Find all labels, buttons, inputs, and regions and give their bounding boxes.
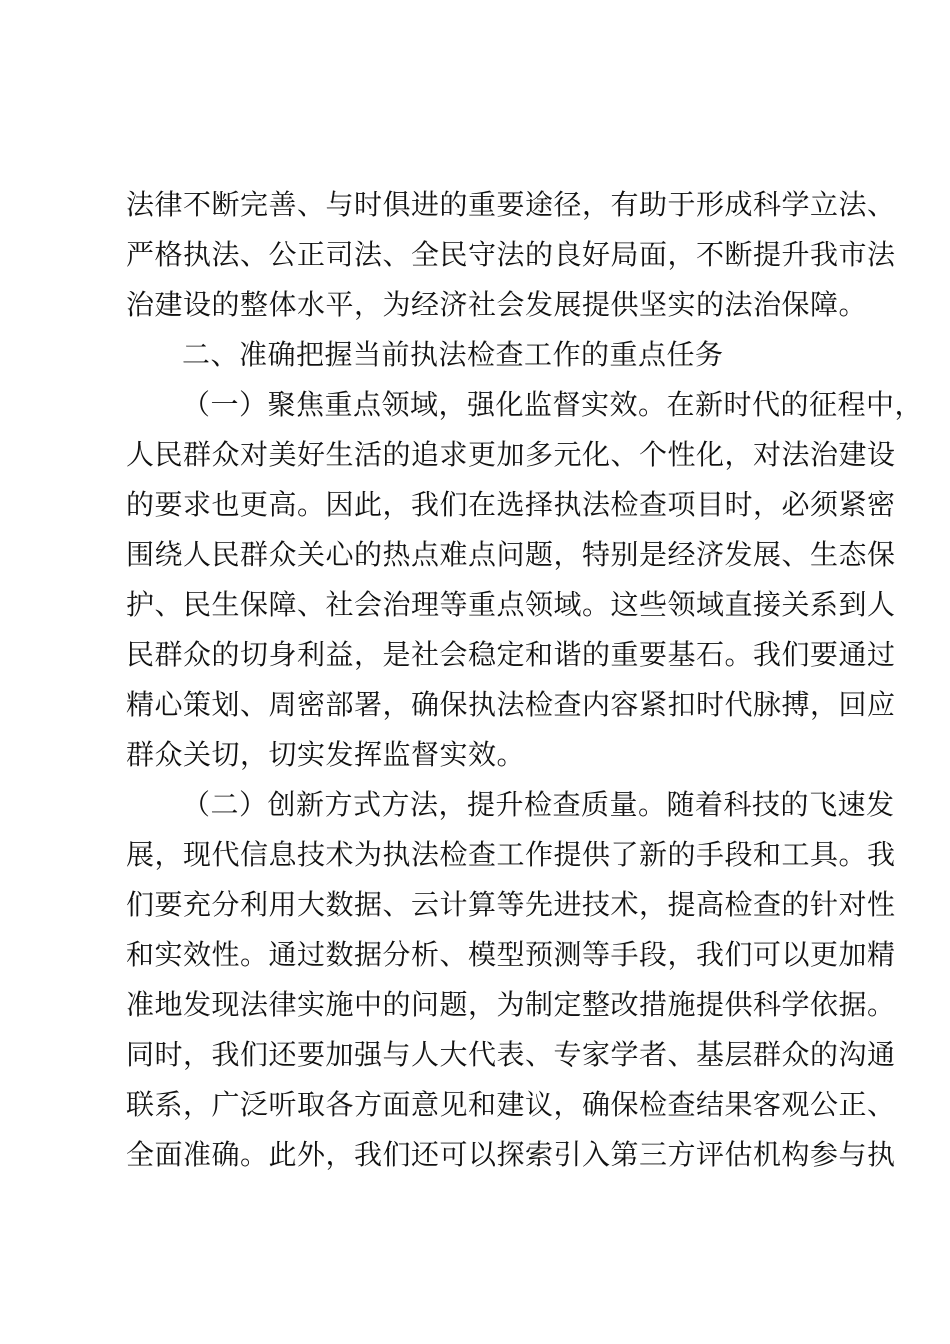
paragraph-line: 法律不断完善、与时俱进的重要途径，有助于形成科学立法、 — [126, 188, 896, 221]
paragraph-line: 民群众的切身利益，是社会稳定和谐的重要基石。我们要通过 — [126, 638, 896, 671]
section-heading: 二、准确把握当前执法检查工作的重点任务 — [182, 338, 724, 371]
paragraph-line: 准地发现法律实施中的问题，为制定整改措施提供科学依据。 — [126, 988, 896, 1021]
paragraph-line: 全面准确。此外，我们还可以探索引入第三方评估机构参与执 — [126, 1138, 896, 1171]
paragraph-line: 联系，广泛听取各方面意见和建议，确保检查结果客观公正、 — [126, 1088, 896, 1121]
paragraph-line: 们要充分利用大数据、云计算等先进技术，提高检查的针对性 — [126, 888, 896, 921]
paragraph-line: 人民群众对美好生活的追求更加多元化、个性化，对法治建设 — [126, 438, 896, 471]
paragraph-line: 精心策划、周密部署，确保执法检查内容紧扣时代脉搏，回应 — [126, 688, 896, 721]
paragraph-line: 和实效性。通过数据分析、模型预测等手段，我们可以更加精 — [126, 938, 896, 971]
paragraph-line: 严格执法、公正司法、全民守法的良好局面，不断提升我市法 — [126, 238, 896, 271]
paragraph-line: 的要求也更高。因此，我们在选择执法检查项目时，必须紧密 — [126, 488, 896, 521]
paragraph-line: 同时，我们还要加强与人大代表、专家学者、基层群众的沟通 — [126, 1038, 896, 1071]
paragraph-line: （二）创新方式方法，提升检查质量。随着科技的飞速发 — [182, 788, 895, 821]
paragraph-line: 展，现代信息技术为执法检查工作提供了新的手段和工具。我 — [126, 838, 896, 871]
paragraph-line: （一）聚焦重点领域，强化监督实效。在新时代的征程中， — [182, 388, 924, 421]
paragraph-line: 群众关切，切实发挥监督实效。 — [126, 738, 526, 771]
paragraph-line: 治建设的整体水平，为经济社会发展提供坚实的法治保障。 — [126, 288, 868, 321]
paragraph-line: 围绕人民群众关心的热点难点问题，特别是经济发展、生态保 — [126, 538, 896, 571]
paragraph-line: 护、民生保障、社会治理等重点领域。这些领域直接关系到人 — [126, 588, 896, 621]
